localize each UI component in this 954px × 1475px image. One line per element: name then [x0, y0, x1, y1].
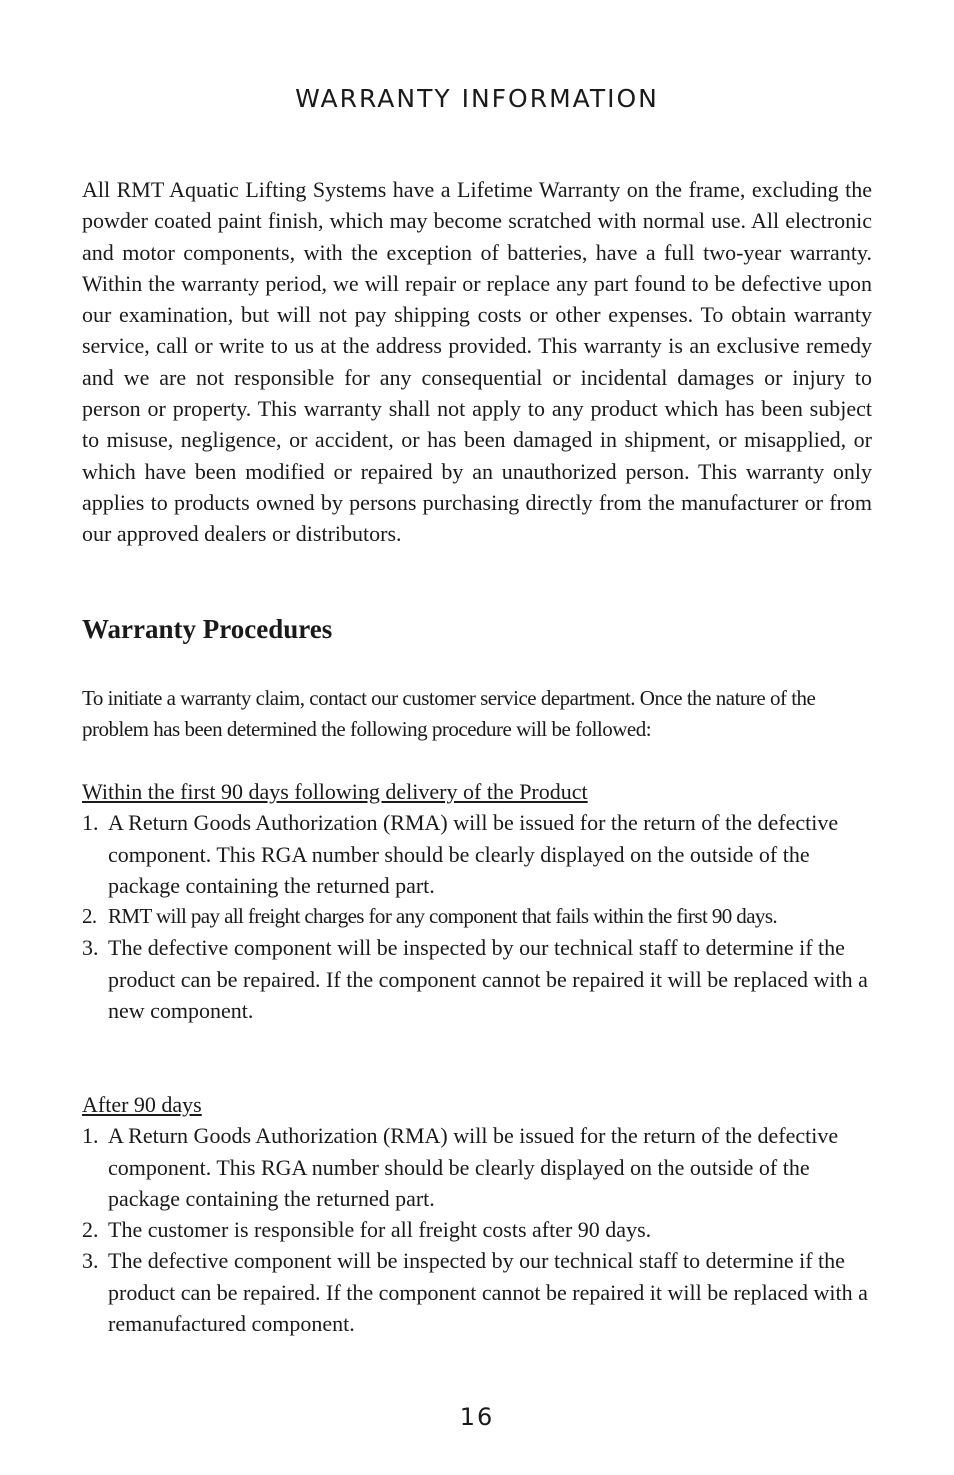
first-90-days-section	[82, 776, 872, 1026]
first-90-days-steps	[82, 807, 872, 1026]
step-text: RMT will pay all freight charges for any component that fails within the first 90 days.	[108, 904, 778, 929]
step-text: A Return Goods Authorization (RMA) will be issued for the return of the defective component. This RGA number should be clearly displayed on the outside of the package containing the returned part.	[108, 1123, 839, 1211]
step-number: 1.	[82, 1123, 99, 1149]
list-item	[82, 807, 872, 901]
step-text: A Return Goods Authorization (RMA) will be issued for the return of the defective component. This RGA number should be clearly displayed on the outside of the package containing the returned part.	[108, 810, 839, 898]
procedures-intro: To initiate a warranty claim, contact our customer service department. Once the nature of the problem has been determined the following procedure will be followed:	[82, 686, 816, 741]
page-number: 16	[459, 1403, 495, 1431]
list-item	[82, 932, 872, 1026]
list-item	[82, 1214, 872, 1245]
after-90-days-section	[82, 1089, 872, 1339]
warranty-paragraph: All RMT Aquatic Lifting Systems have a Lifetime Warranty on the frame, excluding the powder coated paint finish, which may become scratched with normal use. All electronic and motor components, with the exception of batteries, have a full two-year warranty. Within the warranty period, we will repair or replace any part found to be defective upon our examination, but will not pay shipping costs or other expenses. To obtain warranty service, call or write to us at the address provided. This warranty is an exclusive remedy and we are not responsible for any consequential or incidental damages or injury to person or property. This warranty shall not apply to any product which has been subject to misuse, negligence, or accident, or has been damaged in shipment, or misapplied, or which have been modified or repaired by an unauthorized person. This warranty only applies to products owned by persons purchasing directly from the manufacturer or from our approved dealers or distributors.	[82, 177, 872, 547]
step-number: 2.	[82, 1217, 99, 1243]
list-item	[82, 1120, 872, 1214]
step-text: The defective component will be inspected by our technical staff to determine if the product can be repaired. If the component cannot be repaired it will be replaced with a remanufactured component.	[108, 1248, 868, 1337]
step-number: 3.	[82, 1248, 99, 1274]
first-90-days-subheading: Within the first 90 days following delivery of the Product	[82, 779, 588, 804]
after-90-days-steps	[82, 1120, 872, 1339]
step-number: 3.	[82, 935, 99, 961]
procedures-heading: Warranty Procedures	[82, 614, 333, 644]
step-number: 1.	[82, 810, 99, 836]
list-item	[82, 901, 872, 932]
step-text: The defective component will be inspected by our technical staff to determine if the product can be repaired. If the component cannot be repaired it will be replaced with a new component.	[108, 935, 868, 1024]
list-item	[82, 1245, 872, 1339]
step-text: The customer is responsible for all freight costs after 90 days.	[108, 1217, 652, 1243]
step-number: 2.	[82, 904, 97, 929]
page-title: WARRANTY INFORMATION	[295, 84, 659, 113]
after-90-days-subheading: After 90 days	[82, 1092, 202, 1117]
